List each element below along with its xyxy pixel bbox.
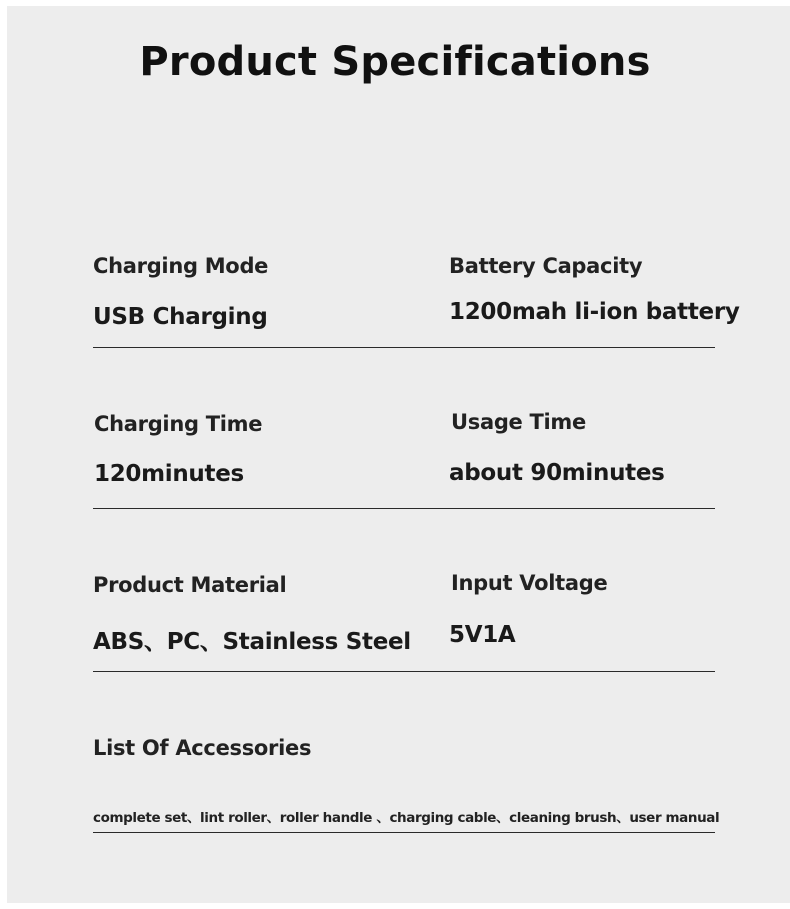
usage-time-value: about 90minutes (449, 460, 665, 486)
spec-panel (7, 6, 790, 903)
divider-row-1 (93, 347, 715, 348)
divider-row-3 (93, 671, 715, 672)
accessories-label: List Of Accessories (93, 736, 312, 760)
charging-mode-label: Charging Mode (93, 254, 269, 278)
charging-time-value: 120minutes (94, 461, 244, 487)
divider-row-2 (93, 508, 715, 509)
accessories-value: complete set、lint roller、roller handle 、charging cable、cleaning brush、user manual (93, 810, 720, 826)
usage-time-label: Usage Time (451, 410, 586, 434)
battery-capacity-value: 1200mah li-ion battery (449, 299, 740, 325)
product-material-label: Product Material (93, 573, 287, 597)
input-voltage-label: Input Voltage (451, 571, 608, 595)
charging-mode-value: USB Charging (93, 304, 268, 330)
charging-time-label: Charging Time (94, 412, 263, 436)
product-material-value: ABS、PC、Stainless Steel (93, 629, 411, 655)
page-title: Product Specifications (139, 39, 651, 85)
input-voltage-value: 5V1A (449, 622, 516, 648)
divider-accessories (93, 832, 715, 833)
battery-capacity-label: Battery Capacity (449, 254, 643, 278)
